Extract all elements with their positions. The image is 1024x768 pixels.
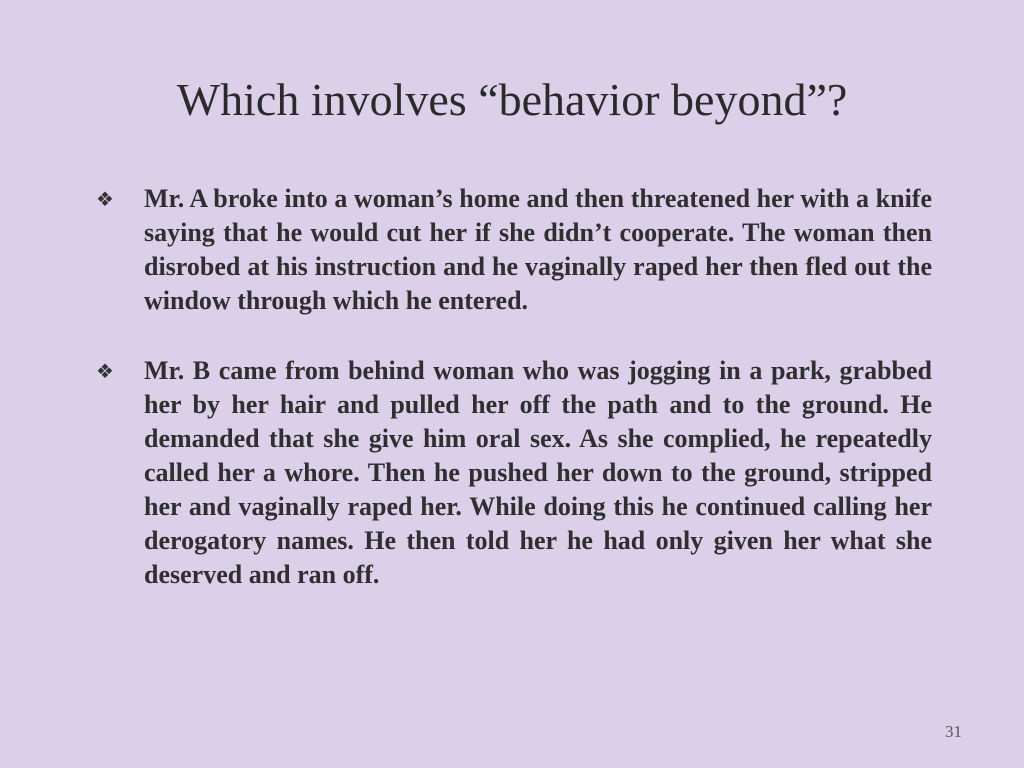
diamond-bullet-icon: ❖ — [96, 187, 114, 211]
diamond-bullet-icon: ❖ — [96, 359, 114, 383]
bullet-text: Mr. B came from behind woman who was jogging in a park, grabbed her by her hair and pulled her off the path and to the ground. He demanded that she give him oral sex. As she complied, he repeatedly called her a whore. Then he pushed her down to the ground, stripped her and vaginally raped her. While doing this he continued calling her derogatory names. He then told her he had only given her what she deserved and ran off. — [144, 356, 932, 589]
slide-title: Which involves “behavior beyond”? — [176, 74, 848, 125]
bullet-item-mr-a — [94, 182, 932, 318]
bullet-list — [94, 182, 932, 628]
bullet-item-mr-b — [94, 354, 932, 592]
page-number: 31 — [945, 722, 962, 741]
bullet-text: Mr. A broke into a woman’s home and then threatened her with a knife saying that he would cut her if she didn’t cooperate. The woman then disrobed at his instruction and he vaginally raped her then fled out the window through which he entered. — [144, 184, 932, 315]
